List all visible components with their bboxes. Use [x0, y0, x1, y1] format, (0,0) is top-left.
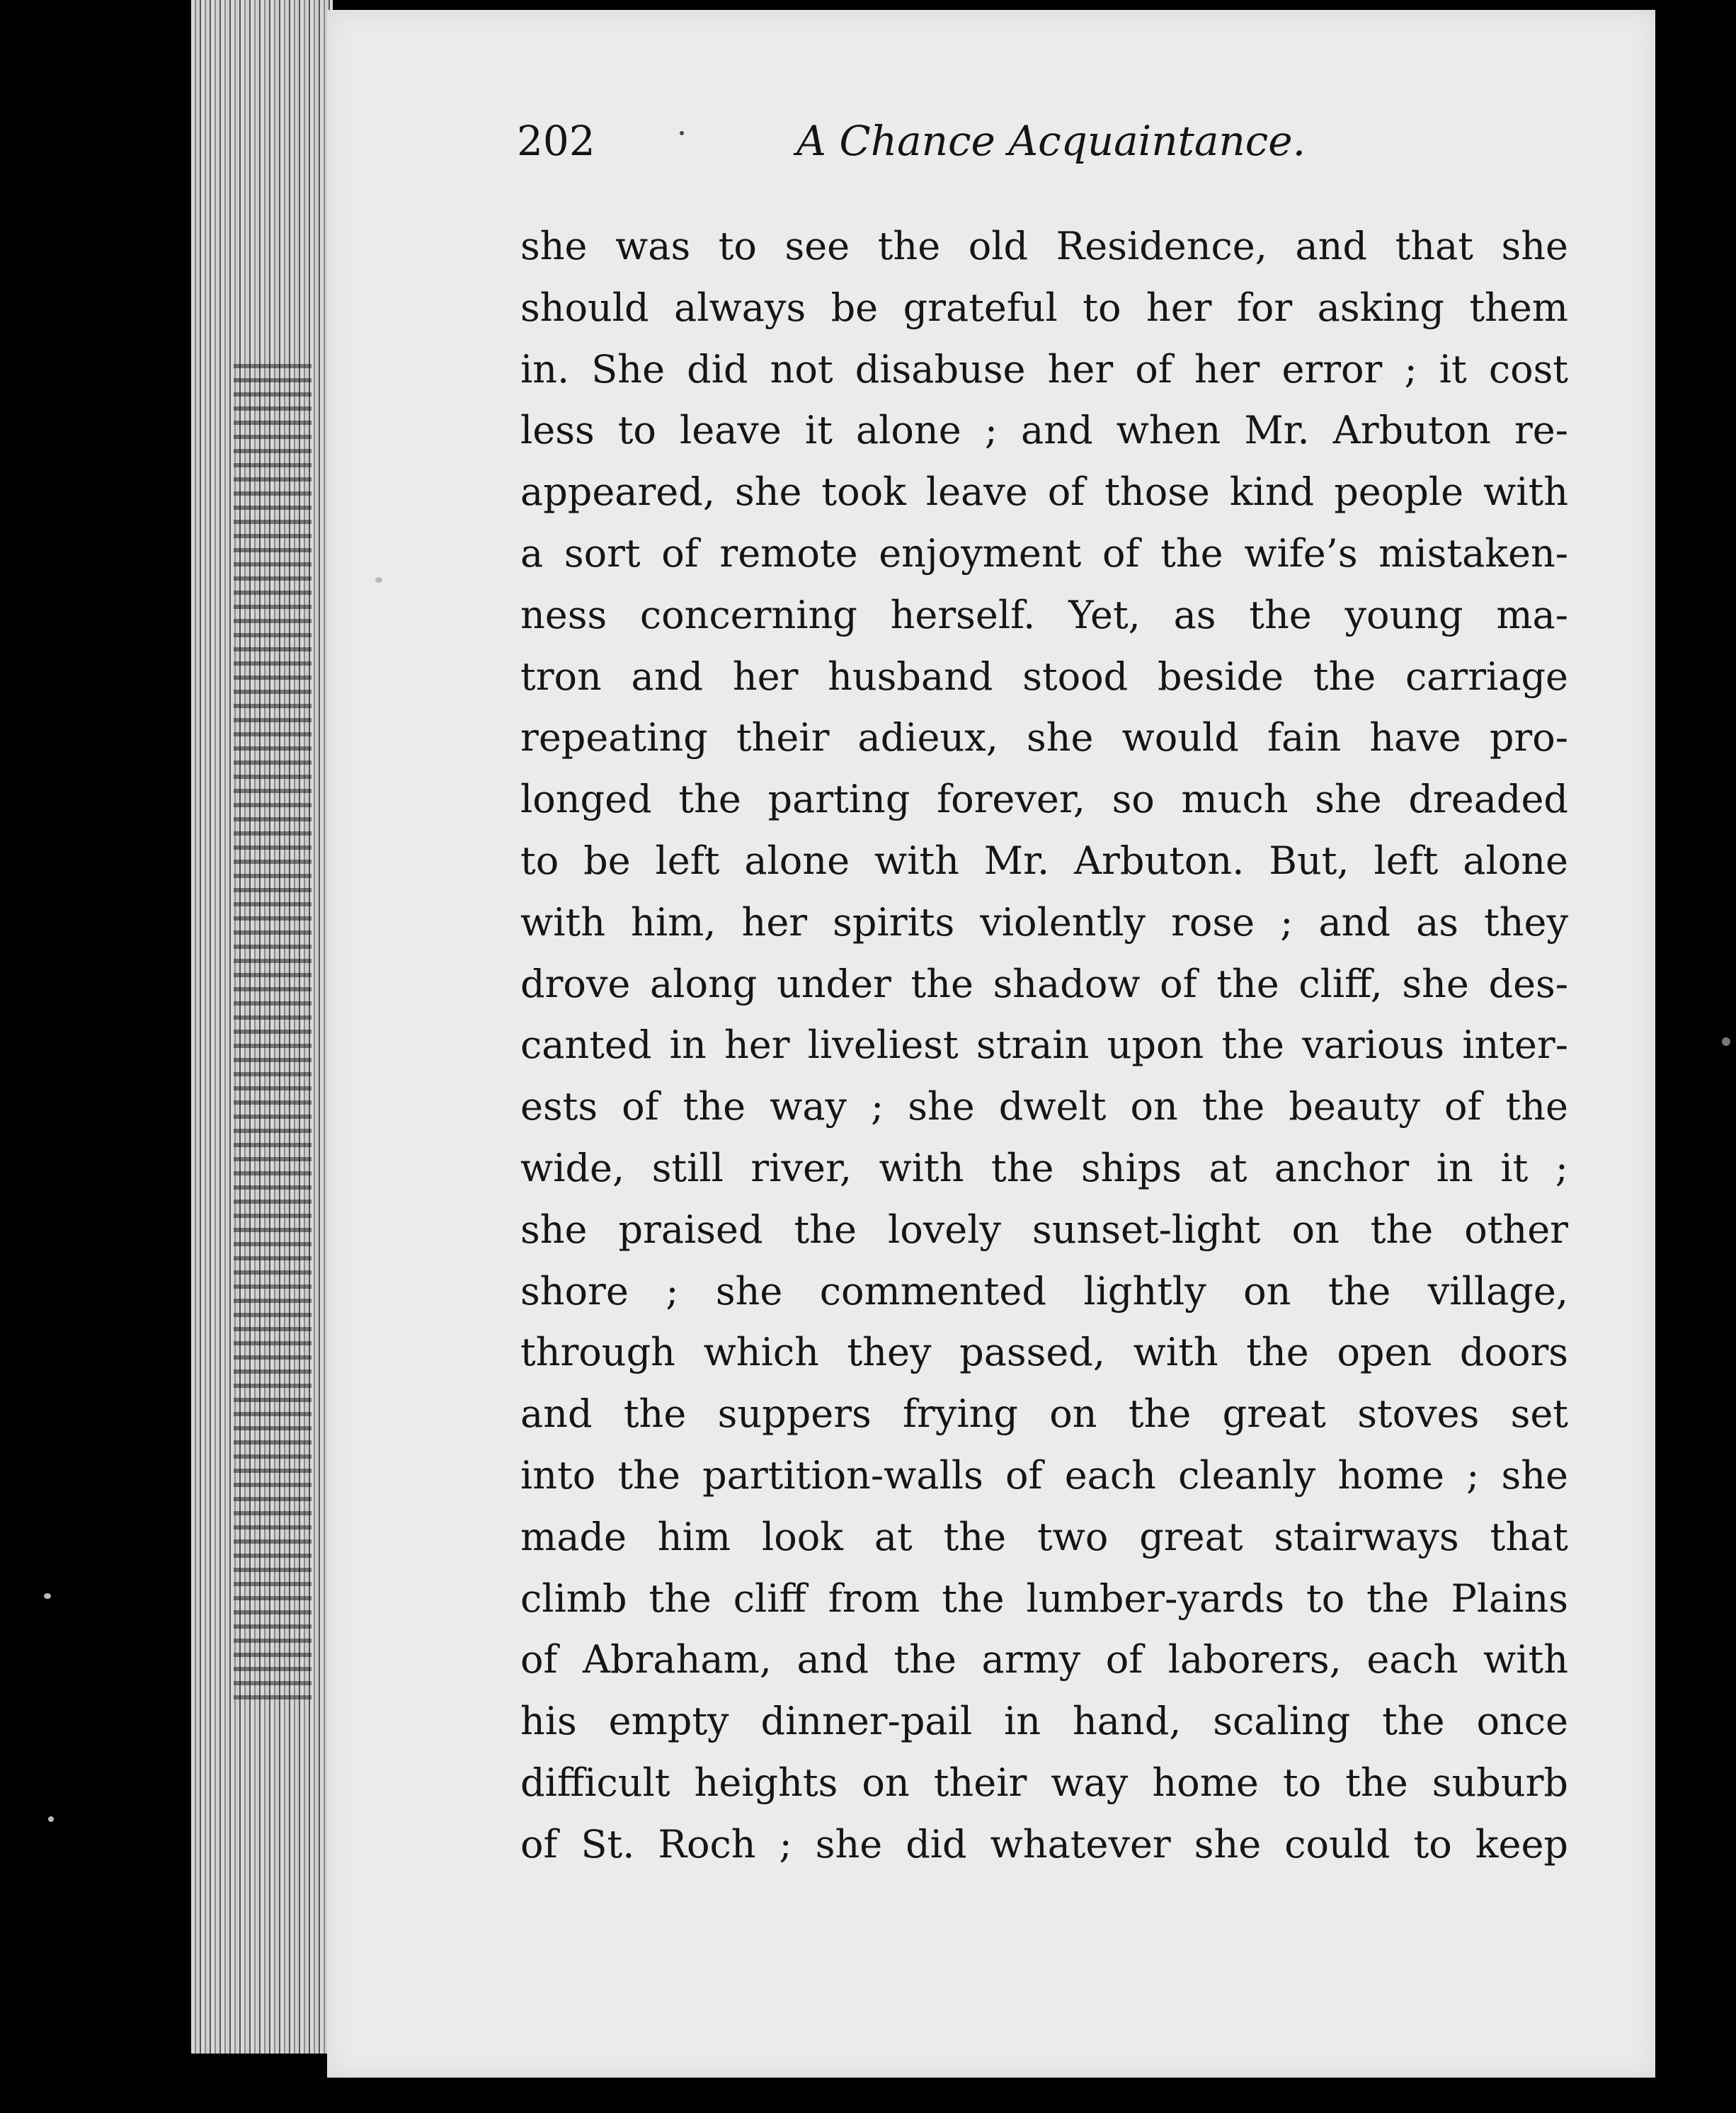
text-line: his empty dinner-pail in hand, scaling the once: [520, 1699, 1568, 1744]
dust-speck: [44, 1593, 51, 1599]
text-line: canted in her liveliest strain upon the various inter-: [520, 1023, 1568, 1068]
running-head: [517, 117, 1331, 173]
dust-speck: [1722, 1037, 1730, 1046]
text-line: she was to see the old Residence, and that she: [520, 224, 1568, 268]
text-line: to be left alone with Mr. Arbuton. But, left alone: [520, 838, 1568, 883]
text-line: through which they passed, with the open doors: [520, 1330, 1568, 1375]
text-line: ness concerning herself. Yet, as the young ma-: [520, 592, 1568, 637]
text-line: she praised the lovely sunset-light on the other: [520, 1207, 1568, 1252]
text-line: wide, still river, with the ships at anchor in it ;: [520, 1145, 1568, 1190]
text-line: of St. Roch ; she did whatever she could to keep: [520, 1821, 1568, 1867]
text-line: made him look at the two great stairways that: [520, 1514, 1568, 1559]
text-line: repeating their adieux, she would fain have pro-: [520, 715, 1568, 761]
text-line: into the partition-walls of each cleanly home ; she: [520, 1452, 1568, 1498]
text-line: ests of the way ; she dwelt on the beauty of the: [520, 1084, 1568, 1129]
text-line: with him, her spirits violently rose ; and as they: [520, 899, 1568, 945]
text-line: climb the cliff from the lumber-yards to the Plains: [520, 1576, 1568, 1621]
text-line: and the suppers frying on the great stoves set: [520, 1391, 1568, 1437]
running-title: A Chance Acquaintance.: [796, 117, 1306, 165]
dust-speck: [48, 1816, 54, 1822]
body-text: [520, 216, 1568, 1876]
text-line: longed the parting forever, so much she dreaded: [520, 777, 1568, 822]
text-line: in. She did not disabuse her of her error ; it cost: [520, 346, 1568, 392]
text-line: less to leave it alone ; and when Mr. Arbuton re-: [520, 408, 1568, 453]
text-line: should always be grateful to her for asking them: [520, 285, 1568, 330]
stacked-page-edges: [191, 0, 333, 2054]
text-line: appeared, she took leave of those kind people with: [520, 469, 1568, 515]
text-line: a sort of remote enjoyment of the wife’s mistaken-: [520, 530, 1568, 576]
text-line: drove along under the shadow of the cliff, she des-: [520, 961, 1568, 1006]
scan-border: [1655, 0, 1736, 2113]
page-number: 202: [517, 117, 595, 165]
text-line: difficult heights on their way home to the suburb: [520, 1760, 1568, 1805]
dust-speck: [680, 131, 684, 135]
dust-speck: [375, 577, 382, 583]
text-line: tron and her husband stood beside the carriage: [520, 654, 1568, 699]
text-line: shore ; she commented lightly on the village,: [520, 1268, 1568, 1314]
text-line: of Abraham, and the army of laborers, each with: [520, 1637, 1568, 1682]
